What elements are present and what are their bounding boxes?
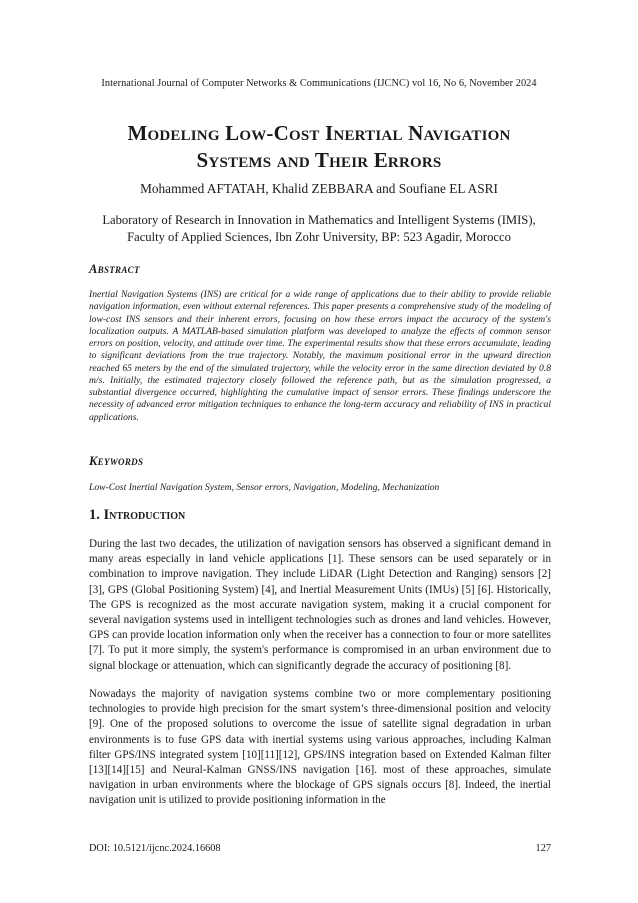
abstract-text: Inertial Navigation Systems (INS) are critical for a wide range of applications due to their ability to provide reliable navigation information, even without external references. This paper presents a comprehensive study of the modeling of low-cost INS sensors and their inherent errors, focusing on how these errors impact the accuracy of the system's localization outputs. A MATLAB-based simulation platform was developed to analyze the effects of common sensor errors on position, velocity, and attitude over time. The experimental results show that these errors accumulate, leading to significant deviations from the true trajectory. Notably, the maximum positional error in the upward direction reached 65 meters by the end of the simulated trajectory, while the velocity error in the same direction deviated by 0.8 m/s. Initially, the estimated trajectory closely followed the reference path, but as the simulation progressed, a substantial divergence occurred, highlighting the cumulative impact of sensor errors. These findings underscore the necessity of advanced error mitigation techniques to enhance the long-term accuracy and reliability of INS in practical applications. xyxy=(89,289,551,423)
intro-paragraph-1: During the last two decades, the utilization of navigation sensors has observed a significant demand in many areas especially in land vehicle applications [1]. These sensors can be used separately or in combination to improve navigation. They include LiDAR (Light Detection and Ranging) sensors [2] [3], GPS (Global Positioning System) [4], and Inertial Measurement Units (IMUs) [5] [6]. Historically, The GPS is recognized as the most accurate navigation system, making it a crucial component for several navigation systems used in intelligent technologies such as drones and land vehicles. However, GPS can provide location information only when the receiver has a connection to four or more satellites [7]. To put it more simply, the system's performance is compromised in an urban environment due to signal blockage or attenuation, which can significantly degrade the accuracy of positioning [8]. xyxy=(89,538,551,672)
title-line-2: Systems and Their Errors xyxy=(196,148,442,172)
running-head: International Journal of Computer Networks & Communications (IJCNC) vol 16, No 6, November 2024 xyxy=(101,78,537,89)
section-heading-introduction: 1. Introduction xyxy=(89,507,186,523)
affiliation xyxy=(40,212,598,245)
title-line-1: Modeling Low-Cost Inertial Navigation xyxy=(127,121,511,145)
authors: Mohammed AFTATAH, Khalid ZEBBARA and Soufiane EL ASRI xyxy=(140,181,498,196)
affiliation-line-2: Faculty of Applied Sciences, Ibn Zohr University, BP: 523 Agadir, Morocco xyxy=(127,229,511,244)
abstract-heading: Abstract xyxy=(89,262,140,276)
keywords-text: Low-Cost Inertial Navigation System, Sensor errors, Navigation, Modeling, Mechanization xyxy=(89,482,440,493)
intro-paragraph-2: Nowadays the majority of navigation systems combine two or more complementary positioning technologies to provide high precision for the smart system’s three-dimensional position and velocity [9]. One of the proposed solutions to overcome the issue of satellite signal degradation in urban environments is to fuse GPS data with inertial systems using various approaches, including Kalman filter GPS/INS integrated system [10][11][12], GPS/INS integration based on Extended Kalman filter [13][14][15] and Neural-Kalman GNSS/INS navigation [16]. most of these approaches, simulate navigation in urban environments where the blockage of GPS signals occurs [8]. Indeed, the inertial navigation unit is utilized to provide positioning information in the xyxy=(89,688,551,807)
affiliation-line-1: Laboratory of Research in Innovation in Mathematics and Intelligent Systems (IMIS), xyxy=(102,213,536,227)
footer-doi: DOI: 10.5121/ijcnc.2024.16608 xyxy=(89,843,221,854)
paper-title xyxy=(40,120,598,174)
keywords-heading: Keywords xyxy=(89,454,144,468)
page-number: 127 xyxy=(535,843,551,854)
